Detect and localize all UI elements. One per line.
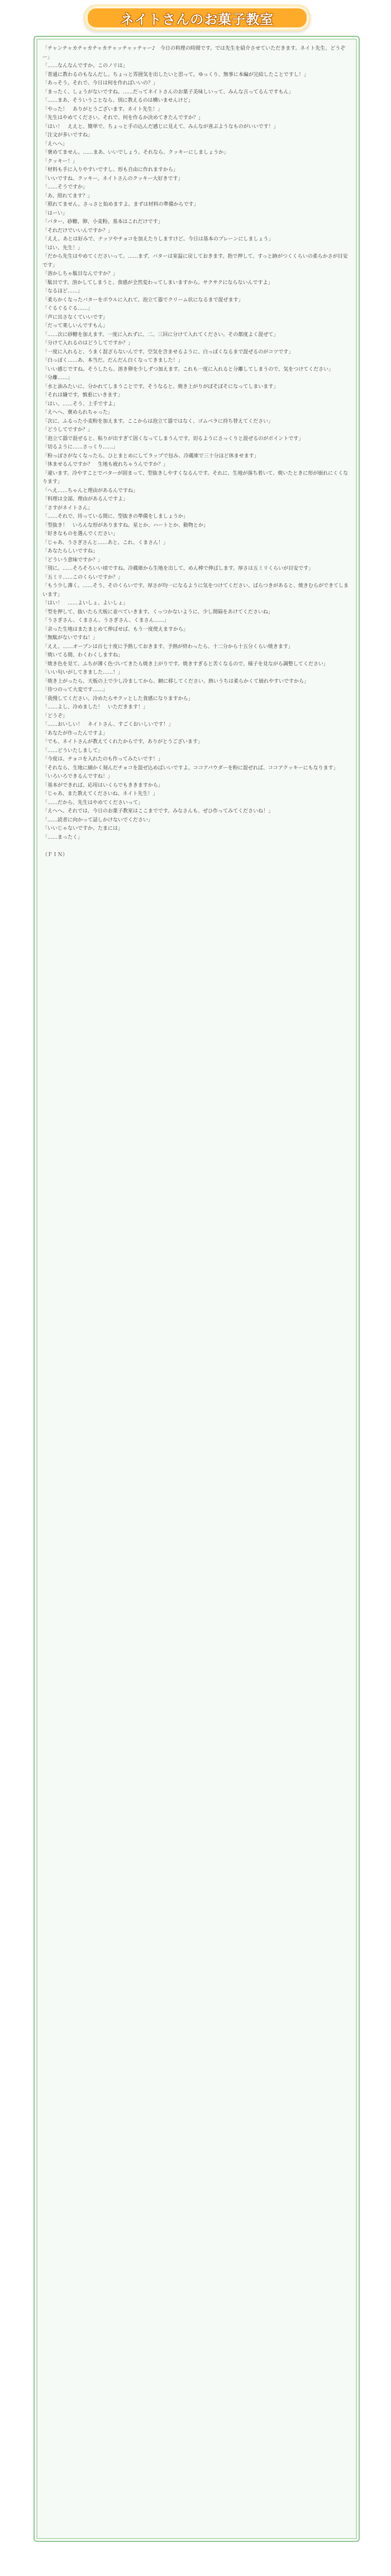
story-line: 「だから先生はやめてくださいって。……まず、バターは室温に戻しておきます。指で押して、すっと跡がつくくらいの柔らかさが目安です」 (42, 254, 348, 268)
story-line: 「はい！ ええと、簡単で、ちょっと手の込んだ感じに見えて、みんなが喜ぶようなものがいいです！」 (42, 124, 279, 130)
story-line: 「普通に教わるのもなんだし。ちょっと雰囲気を出したいと思って。ゆっくり、無事に本編が完結したことですし！」 (42, 72, 309, 78)
story-line: 「……まったく」 (42, 834, 83, 840)
story-line: 「どうしてですか？」 (42, 427, 93, 433)
story-line: 「……読者に向かって話しかけないでください」 (42, 817, 154, 823)
story-line: 「ええ。……オーブンは百七十度に予熱しておきます。予熱が終わったら、十二分から十五分くらい焼きます」 (42, 644, 293, 650)
story-line: 「なるほど……」 (42, 289, 83, 294)
story-line: 「あなたらしいですね」 (42, 549, 98, 554)
story-line: 「今度は、チョコを入れたのも作ってみたいです！」 (42, 757, 163, 762)
story-line: 「……どういたしまして」 (42, 748, 103, 754)
story-line: 「えへへ」 (42, 141, 68, 147)
story-line: 「いいですね、クッキー。ネイトさんのクッキー大好きです」 (42, 176, 183, 182)
story-frame (34, 36, 360, 2542)
story-line: 「さすがネイトさん」 (42, 505, 93, 511)
story-line: 「一度に入れると、うまく混ざらないんです。空気を含ませるように、白っぽくなるまで混ぜるのがコツです」 (42, 349, 294, 355)
story-line: 「どうぞ」 (42, 713, 68, 719)
story-line: 「我慢してください。冷めたらサクッとした食感になりますから」 (42, 696, 193, 702)
story-line: 「……なんなんですか、このノリは」 (42, 63, 128, 69)
story-line: 「えへへ。それでは、今日のお菓子教室はここまでです。みなさんも、ぜひ作ってみてくださいね！」 (42, 809, 274, 814)
story-line: 「……それで、待っている間に、型抜きの準備をしましょうか」 (42, 514, 188, 519)
story-line: 「バター、砂糖、卵、小麦粉。基本はこれだけです」 (42, 219, 163, 225)
story-line: 「あっそう。それで、今日は何を作ればいいの？」 (42, 81, 158, 86)
story-line: 「基本ができれば、応用はいくらでもききますから」 (42, 782, 163, 788)
story-line: 「焼いてる間、わくわくしますね」 (42, 653, 123, 658)
story-line: 「……次に砂糖を加えます。一度に入れずに、二、三回に分けて入れてください。その都度よく混ぜて」 (42, 332, 279, 338)
story-line: 「やった！ ありがとうございます、ネイト先生！」 (42, 106, 163, 112)
story-line: 「それなら、生地に細かく刻んだチョコを混ぜ込めばいいですよ。ココアパウダーを粉に混ぜれば、ココアクッキーにもなります」 (42, 765, 338, 771)
story-line: 「五ミリ……このくらいですか？」 (42, 574, 123, 580)
story-line: 「じゃあ、また教えてくださいね、ネイト先生！」 (42, 791, 158, 797)
story-line: 「粉っぽさがなくなったら、ひとまとめにしてラップで包み、冷蔵庫で三十分ほど休ませます」 (42, 453, 259, 459)
story-line: 「いい感じですね。そうしたら、溶き卵を少しずつ加えます。これも一度に入れると分離してしまうので、気をつけてください」 (42, 366, 334, 372)
story-line: 「はーい」 (42, 210, 68, 216)
story-line: 「待つのって大変です……」 (42, 687, 108, 693)
story-line: 「型を押して、抜いたら天板に並べていきます。くっつかないように、少し間隔をあけてくださいね」 (42, 609, 273, 615)
story-line: 「柔らかくなったバターをボウルに入れて、泡立て器でクリーム状になるまで混ぜます」 (42, 297, 244, 303)
story-line: 「違います。冷やすことでバターが固まって、型抜きしやすくなるんです。それに、生地が落ち着いて、焼いたときに形が崩れにくくなります」 (42, 470, 349, 485)
story-line: 「別に。……そろそろいい頃ですね。冷蔵庫から生地を出して、めん棒で伸ばします。厚さは五ミリくらいが目安です」 (42, 566, 314, 571)
story-line: 「分離……」 (42, 375, 73, 381)
story-text (42, 45, 351, 2533)
story-line: 「先生はやめてください。それで、何を作るか決めてきたんですか？」 (42, 115, 203, 121)
story-line: 「切るように……さっくり……」 (42, 445, 118, 450)
story-line: 「白っぽく……あ、本当だ。だんだん白くなってきました！」 (42, 358, 183, 363)
story-line: 「材料も手に入りやすいですし、形も自由に作れますから」 (42, 167, 179, 173)
story-line: 「あなたが作ったんですよ」 (42, 730, 108, 736)
story-line: 「チャンチャカチャカチャカチャッチャッチャー♪ 今日の料理の時間です。では先生を紹介させていただきます。ネイト先生、どうぞー」 (42, 46, 346, 60)
story-line: 「駄目です。溶かしてしまうと、食感が全然変わってしまいますから。サクサクにならないんですよ」 (42, 280, 273, 286)
story-line: 「えへへ、褒められちゃった」 (42, 410, 113, 415)
story-line: 「水と油みたいに、分かれてしまうことです。そうなると、焼き上がりがぼそぼそになってしまいます」 (42, 384, 279, 390)
story-line: 「じゃあ、うさぎさんと……あと、これ、くまさん！」 (42, 540, 169, 546)
story-line: 「次に、ふるった小麦粉を加えます。ここからは泡立て器ではなく、ゴムベラに持ち替えてください」 (42, 418, 274, 424)
story-line: 「料理は全部、理由があるんですよ」 (42, 497, 128, 502)
story-line: 「声に出さなくていいです」 (42, 314, 108, 320)
story-line: 「型抜き！ いろんな形がありますね。星とか、ハートとか、動物とか」 (42, 522, 209, 528)
story-line: 「へえ……ちゃんと理由があるんですね」 (42, 488, 139, 494)
story-line: 「もう少し薄く。……そう、そのくらいです。厚さが均一になるように気をつけてください。ばらつきがあると、焼きむらができてしまいます」 (42, 583, 349, 598)
story-line: 「いいじゃないですか、たまには」 (42, 826, 123, 831)
story-line: 「でも、ネイトさんが教えてくれたからです。ありがとうございます」 (42, 739, 203, 745)
story-line: 「……だから、先生はやめてくださいって」 (42, 800, 144, 806)
story-line: 「泡立て器で混ぜると、粘りが出すぎて固くなってしまうんです。切るようにさっくりと混ぜるのがポイントです」 (42, 436, 304, 442)
story-line: 「褒めてません。……まあ、いいでしょう。それなら、クッキーにしましょうか」 (42, 150, 229, 155)
story-line: 「……よし、冷めました！ いただきます！」 (42, 705, 149, 710)
story-line: 「あ、照れてます？」 (42, 193, 93, 199)
story-line: 「ぐるぐるぐる……」 (42, 306, 93, 311)
story-line: 「無駄がないですね！」 (42, 635, 98, 641)
story-line: 「それは嫌です。慎重にいきます」 (42, 393, 123, 398)
story-line: 「どういう意味ですか？」 (42, 557, 103, 563)
story-line (42, 842, 351, 851)
story-line: 「それだけでいいんですか？」 (42, 228, 113, 234)
story-line: 「いい匂いがしてきました……！」 (42, 670, 123, 675)
story-line: 「休ませるんですか？ 生地も疲れちゃうんですか？」 (42, 462, 169, 467)
story-line: 「ええ。あとは好みで、ナッツやチョコを加えたりしますけど。今日は基本のプレーンにしましょう」 (42, 237, 274, 242)
story-line: 「クッキー！」 (42, 158, 78, 164)
story-line: 「はい。……そう、上手ですよ」 (42, 401, 118, 407)
story-line: 「まったく、しょうがないですね。……だってネイトさんのお菓子美味しいって、みんな言ってるんですもん」 (42, 89, 294, 95)
story-line: 「……まあ、そういうことなら、別に教えるのは構いませんけど」 (42, 98, 193, 103)
story-line: 「……おいしい！ ネイトさん、すごくおいしいです！」 (42, 722, 174, 727)
story-line: 「……そうですか」 (42, 185, 88, 190)
story-line: 「だって楽しいんですもん」 (42, 323, 108, 329)
story-line: 「好きなものを選んでください」 (42, 531, 118, 537)
title-banner (84, 4, 311, 31)
story-line: 「溶かしちゃ駄目なんですか？」 (42, 271, 118, 277)
story-line: 「はい、先生！」 (42, 245, 83, 251)
story-line: 「はい！ ……よいしょ、よいしょ」 (42, 601, 128, 606)
story-line: 「焼き上がったら、天板の上で少し冷ましてから、網に移してください。熱いうちは柔らかくて崩れやすいですから」 (42, 678, 309, 684)
story-line: （ＦＩＮ） (42, 852, 68, 858)
story-line: 「照れてません。さっさと始めますよ。まずは材料の準備からです」 (42, 202, 199, 207)
story-line: 「うさぎさん、くまさん、うさぎさん、くまさん……」 (42, 618, 169, 623)
story-line: 「焼き色を見て、ふちが薄く色づいてきたら焼き上がりです。焼きすぎると苦くなるので、様子を見ながら調整してください」 (42, 661, 328, 667)
story-line: 「分けて入れるのはどうしてですか？」 (42, 341, 133, 346)
story-line: 「いろいろできるんですね！」 (42, 774, 113, 779)
story-line: 「余った生地はまたまとめて伸ばせば、もう一度使えますから」 (42, 626, 189, 632)
story-line: 「注文が多いですね」 (42, 133, 93, 138)
page-title: ネイトさんのお菓子教室 (120, 11, 274, 27)
